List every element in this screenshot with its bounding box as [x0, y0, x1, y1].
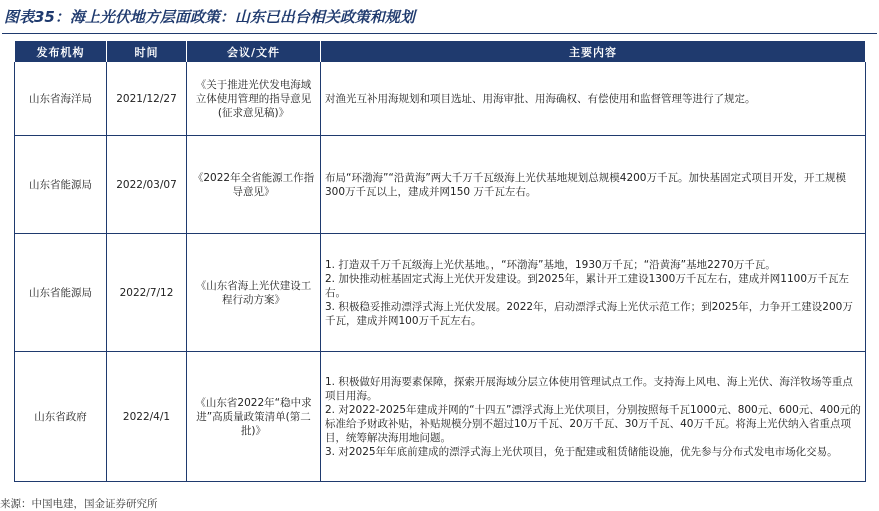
title-divider	[2, 33, 877, 34]
header-date: 时间	[107, 42, 187, 62]
table-row	[15, 352, 866, 482]
table-row	[15, 136, 866, 234]
content-line: 2. 对2022-2025年建成并网的“十四五”漂浮式海上光伏项目，分别按照每千瓦1000元、800元、600元、400元的标准给予财政补贴，补贴规模分别不超过10万千瓦、20万千瓦、30万千瓦、40万千瓦。将海上光伏纳入省重点项目，统筹解决海用地问题。	[325, 403, 861, 444]
content-line: 对渔光互补用海规划和项目选址、用海审批、用海确权、有偿使用和监督管理等进行了规定。	[325, 92, 756, 105]
agency-cell: 山东省政府	[15, 352, 107, 482]
agency-cell: 山东省能源局	[15, 234, 107, 352]
header-content: 主要内容	[321, 42, 866, 62]
content-line: 1. 打造双千万千瓦级海上光伏基地。，“环渤海”基地，1930万千瓦；“沿黄海”基地2270万千瓦。	[325, 258, 776, 271]
header-document: 会议/文件	[187, 42, 321, 62]
source-note: 来源：中国电建，国金证券研究所	[0, 498, 158, 510]
document-cell: 《关于推进光伏发电海域立体使用管理的指导意见(征求意见稿)》	[187, 62, 321, 136]
date-cell: 2022/4/1	[107, 352, 187, 482]
content-line: 3. 对2025年年底前建成的漂浮式海上光伏项目，免于配建或租赁储能设施，优先参与分布式发电市场化交易。	[325, 445, 838, 458]
content-line: 3. 积极稳妥推动漂浮式海上光伏发展。2022年，启动漂浮式海上光伏示范工作；到2025年，力争开工建设200万千瓦，建成并网100万千瓦左右。	[325, 300, 853, 327]
content-cell	[321, 234, 866, 352]
table-row	[15, 62, 866, 136]
agency-cell: 山东省海洋局	[15, 62, 107, 136]
table-header-row	[15, 42, 866, 62]
content-cell	[321, 136, 866, 234]
date-cell: 2022/7/12	[107, 234, 187, 352]
document-cell: 《2022年全省能源工作指导意见》	[187, 136, 321, 234]
agency-cell: 山东省能源局	[15, 136, 107, 234]
header-agency: 发布机构	[15, 42, 107, 62]
table-row	[15, 234, 866, 352]
figure-title: 图表35：海上光伏地方层面政策：山东已出台相关政策和规划	[4, 8, 415, 26]
content-line: 1. 积极做好用海要素保障，探索开展海域分层立体使用管理试点工作。支持海上风电、海上光伏、海洋牧场等重点项目用海。	[325, 375, 853, 402]
policy-table	[14, 41, 866, 482]
document-cell: 《山东省海上光伏建设工程行动方案》	[187, 234, 321, 352]
content-line: 2. 加快推动桩基固定式海上光伏开发建设。到2025年，累计开工建设1300万千瓦左右，建成并网1100万千瓦左右。	[325, 272, 850, 299]
date-cell: 2021/12/27	[107, 62, 187, 136]
document-cell: 《山东省2022年“稳中求进”高质量政策清单(第二批)》	[187, 352, 321, 482]
content-cell	[321, 62, 866, 136]
content-line: 布局“环渤海”“沿黄海”两大千万千瓦级海上光伏基地规划总规模4200万千瓦。加快基固定式项目开发，开工规模300万千瓦以上，建成并网150 万千瓦左右。	[325, 171, 846, 198]
content-cell	[321, 352, 866, 482]
date-cell: 2022/03/07	[107, 136, 187, 234]
